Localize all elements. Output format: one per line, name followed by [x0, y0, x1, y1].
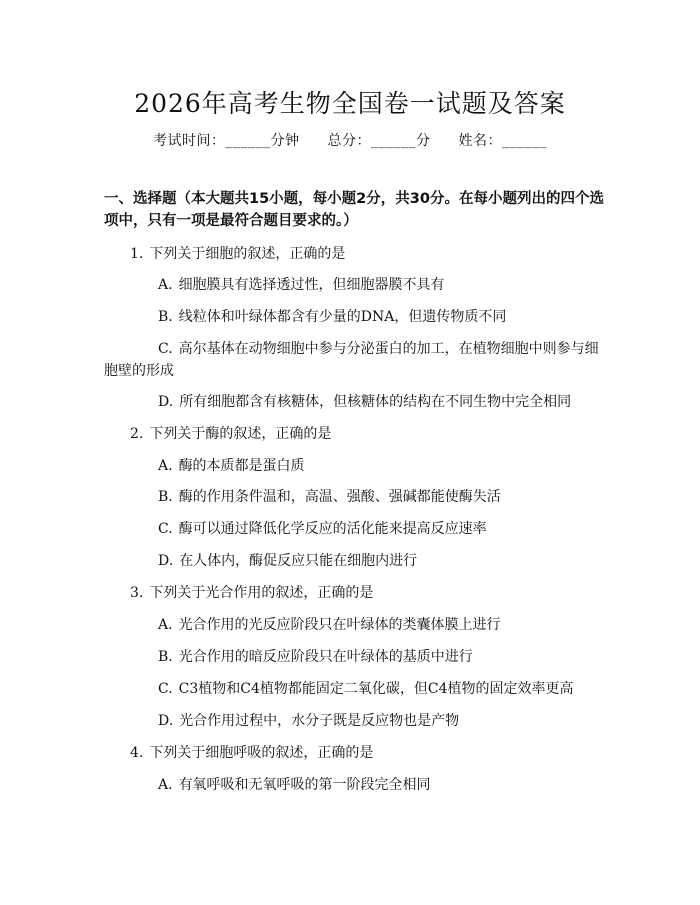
question-1-option-b: [158, 306, 506, 328]
question-2: [130, 423, 331, 445]
question-4: [130, 742, 373, 764]
option-letter: A.: [158, 277, 173, 293]
question-text: 下列关于酶的叙述，正确的是: [149, 426, 332, 442]
question-number: 4.: [130, 745, 144, 761]
option-text: 光合作用的暗反应阶段只在叶绿体的基质中进行: [178, 649, 473, 665]
option-text: 酶的作用条件温和，高温、强酸、强碱都能使酶失活: [178, 489, 501, 505]
option-text: 光合作用过程中，水分子既是反应物也是产物: [179, 713, 460, 729]
option-letter: B.: [158, 649, 173, 665]
question-3-option-c: [158, 678, 574, 700]
exam-time-field: 考试时间：______分钟: [153, 133, 300, 149]
option-letter: C.: [158, 681, 173, 697]
question-number: 3.: [130, 585, 144, 601]
question-number: 2.: [130, 426, 144, 442]
option-text: 高尔基体在动物细胞中参与分泌蛋白的加工，在植物细胞中则参与细胞壁的形成: [104, 341, 599, 379]
question-text: 下列关于光合作用的叙述，正确的是: [149, 585, 374, 601]
question-1-option-c: [104, 338, 604, 382]
question-1-option-d: [158, 391, 571, 413]
option-text: 光合作用的光反应阶段只在叶绿体的类囊体膜上进行: [178, 617, 501, 633]
option-letter: A.: [158, 458, 173, 474]
question-2-option-a: [158, 455, 305, 477]
option-letter: B.: [158, 489, 173, 505]
question-3-option-d: [158, 710, 459, 732]
option-letter: C.: [158, 521, 173, 537]
option-text: 所有细胞都含有核糖体，但核糖体的结构在不同生物中完全相同: [179, 394, 572, 410]
option-text: 酶的本质都是蛋白质: [178, 458, 305, 474]
question-text: 下列关于细胞的叙述，正确的是: [149, 246, 346, 262]
option-letter: D.: [158, 713, 174, 729]
section-heading: 一、选择题（本大题共15小题，每小题2分，共30分。在每小题列出的四个选项中，只有一项是最符合题目要求的。）: [104, 191, 604, 229]
option-letter: B.: [158, 309, 173, 325]
question-1: [130, 243, 345, 265]
question-3-option-b: [158, 646, 473, 668]
question-1-option-a: [158, 274, 445, 296]
question-2-option-c: [158, 518, 487, 540]
question-4-option-a: [158, 774, 431, 796]
option-text: 有氧呼吸和无氧呼吸的第一阶段完全相同: [178, 777, 431, 793]
total-score-field: 总分：______分: [327, 133, 431, 149]
option-text: 细胞膜具有选择透过性，但细胞器膜不具有: [178, 277, 445, 293]
option-text: 在人体内，酶促反应只能在细胞内进行: [179, 553, 418, 569]
page-title: 2026年高考生物全国卷一试题及答案: [134, 89, 566, 118]
option-letter: A.: [158, 777, 173, 793]
option-text: 线粒体和叶绿体都含有少量的DNA，但遗传物质不同: [178, 309, 507, 325]
option-letter: A.: [158, 617, 173, 633]
question-3-option-a: [158, 614, 501, 636]
option-text: C3植物和C4植物都能固定二氧化碳，但C4植物的固定效率更高: [178, 681, 574, 697]
option-letter: D.: [158, 553, 174, 569]
question-2-option-b: [158, 486, 501, 508]
student-name-field: 姓名：______: [458, 133, 547, 149]
question-2-option-d: [158, 550, 417, 572]
option-text: 酶可以通过降低化学反应的活化能来提高反应速率: [178, 521, 487, 537]
question-number: 1.: [130, 246, 144, 262]
option-letter: D.: [158, 394, 174, 410]
exam-meta: [0, 130, 700, 150]
option-letter: C.: [158, 341, 173, 357]
question-3: [130, 582, 373, 604]
question-text: 下列关于细胞呼吸的叙述，正确的是: [149, 745, 374, 761]
